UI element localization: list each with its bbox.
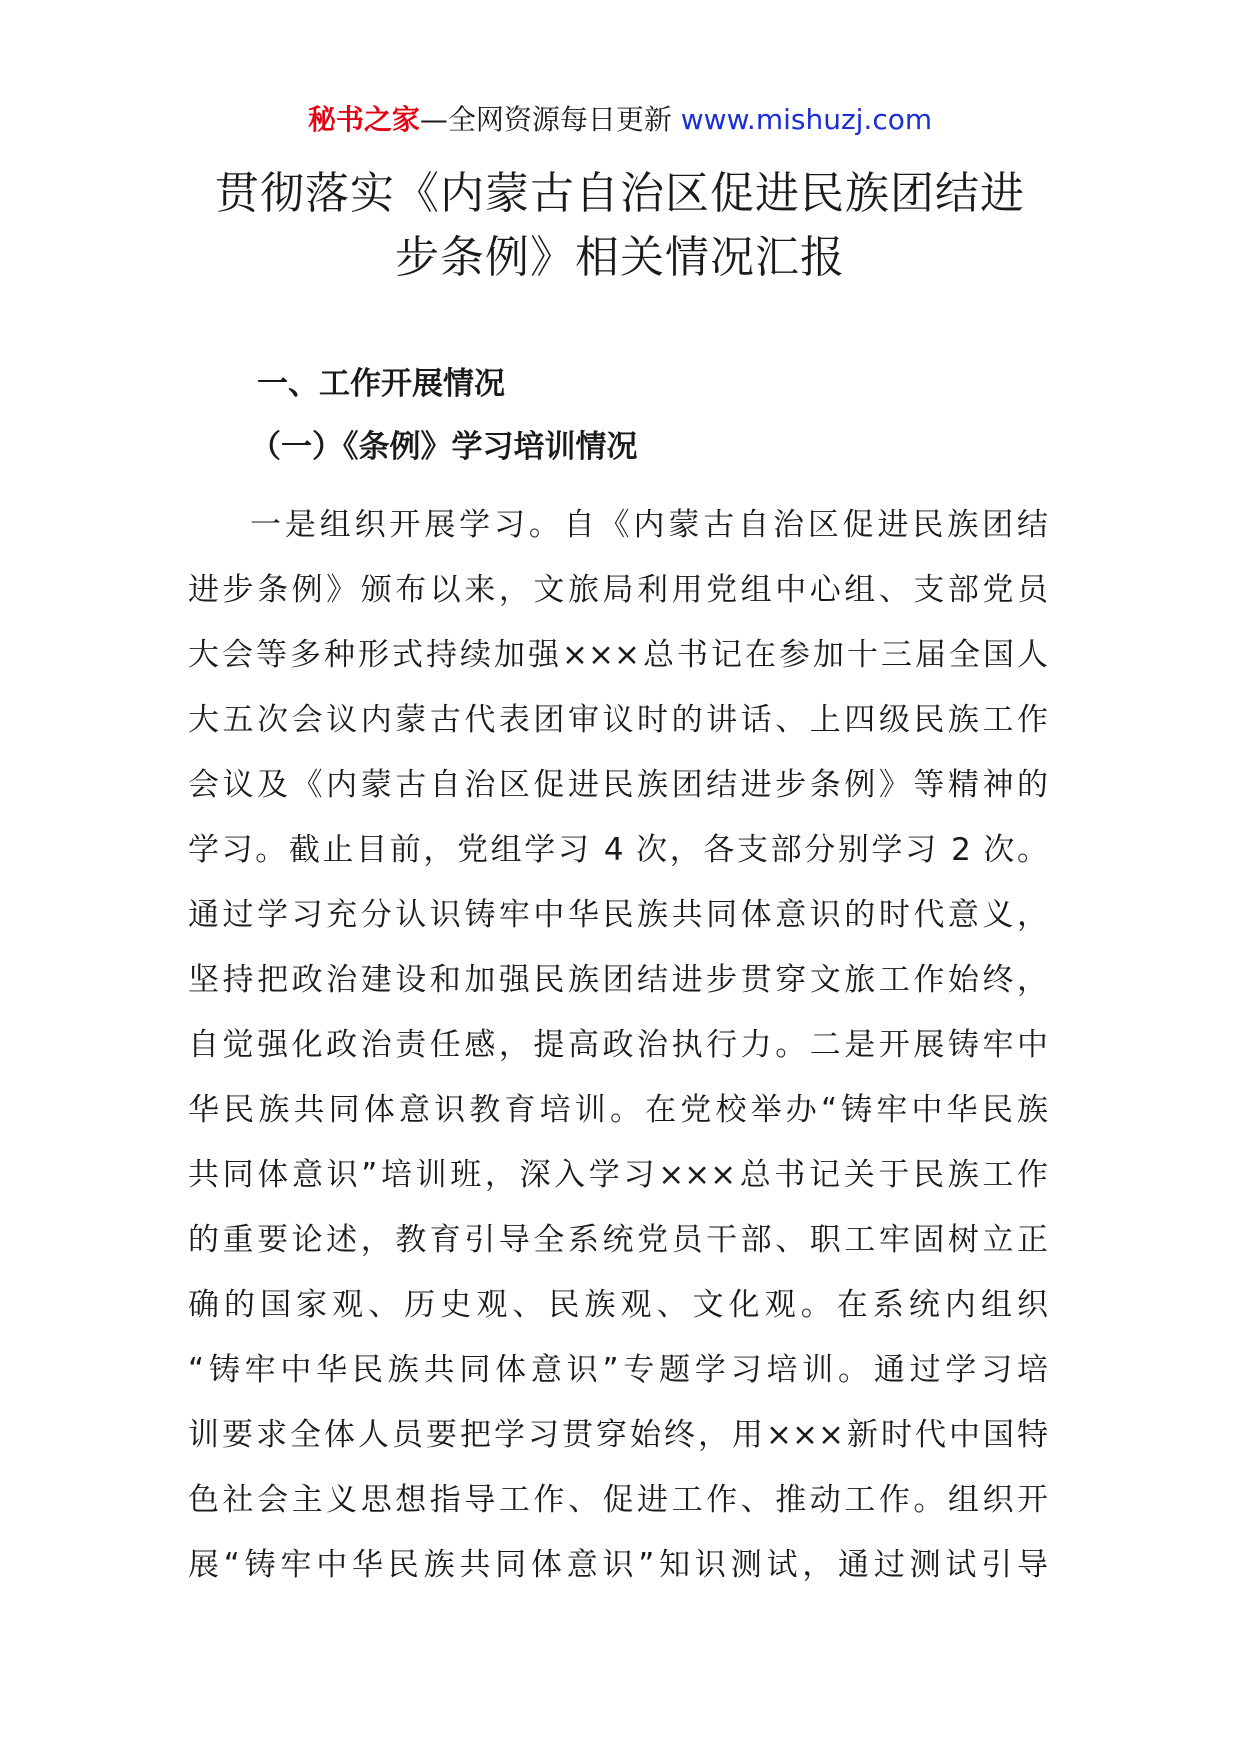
body-text-line: 会议及《内蒙古自治区促进民族团结进步条例》等精神的	[188, 767, 1048, 803]
section-heading: 一、工作开展情况	[257, 366, 505, 402]
body-text-line: 通过学习充分认识铸牢中华民族共同体意识的时代意义，	[188, 897, 1048, 933]
site-url-link[interactable]: www.mishuzj.com	[680, 103, 933, 136]
body-text-line: 色社会主义思想指导工作、促进工作、推动工作。组织开	[188, 1482, 1048, 1518]
body-text-line: 进步条例》颁布以来，文旅局利用党组中心组、支部党员	[188, 572, 1048, 608]
body-text-line: 大五次会议内蒙古代表团审议时的讲话、上四级民族工作	[188, 702, 1048, 738]
body-text-line: 华民族共同体意识教育培训。在党校举办“铸牢中华民族	[188, 1092, 1048, 1128]
body-text-line: 训要求全体人员要把学习贯穿始终，用×××新时代中国特	[188, 1417, 1048, 1453]
document-title-line-1: 贯彻落实《内蒙古自治区促进民族团结进	[215, 168, 1025, 219]
body-text-line: 共同体意识”培训班，深入学习×××总书记关于民族工作	[188, 1157, 1048, 1193]
body-text-line: “铸牢中华民族共同体意识”专题学习培训。通过学习培	[188, 1352, 1048, 1388]
body-text-line: 学习。截止目前，党组学习 4 次，各支部分别学习 2 次。	[188, 832, 1048, 868]
body-text-line: 展“铸牢中华民族共同体意识”知识测试，通过测试引导	[188, 1547, 1048, 1583]
brand-name: 秘书之家	[307, 103, 420, 136]
header-tagline: —全网资源每日更新	[419, 103, 681, 136]
document-title	[180, 162, 1060, 290]
body-text-line: 确的国家观、历史观、民族观、文化观。在系统内组织	[188, 1287, 1048, 1323]
site-header	[0, 100, 1240, 140]
body-text-line: 自觉强化政治责任感，提高政治执行力。二是开展铸牢中	[188, 1027, 1048, 1063]
body-text-line: 大会等多种形式持续加强×××总书记在参加十三届全国人	[188, 637, 1048, 673]
body-text-line: 的重要论述，教育引导全系统党员干部、职工牢固树立正	[188, 1222, 1048, 1258]
body-paragraph	[188, 493, 1048, 1598]
body-text-line: 坚持把政治建设和加强民族团结进步贯穿文旅工作始终，	[188, 962, 1048, 998]
body-text-line: 一是组织开展学习。自《内蒙古自治区促进民族团结	[250, 507, 1048, 543]
subsection-heading: （一）《条例》学习培训情况	[250, 429, 638, 465]
document-title-line-2: 步条例》相关情况汇报	[395, 232, 845, 283]
